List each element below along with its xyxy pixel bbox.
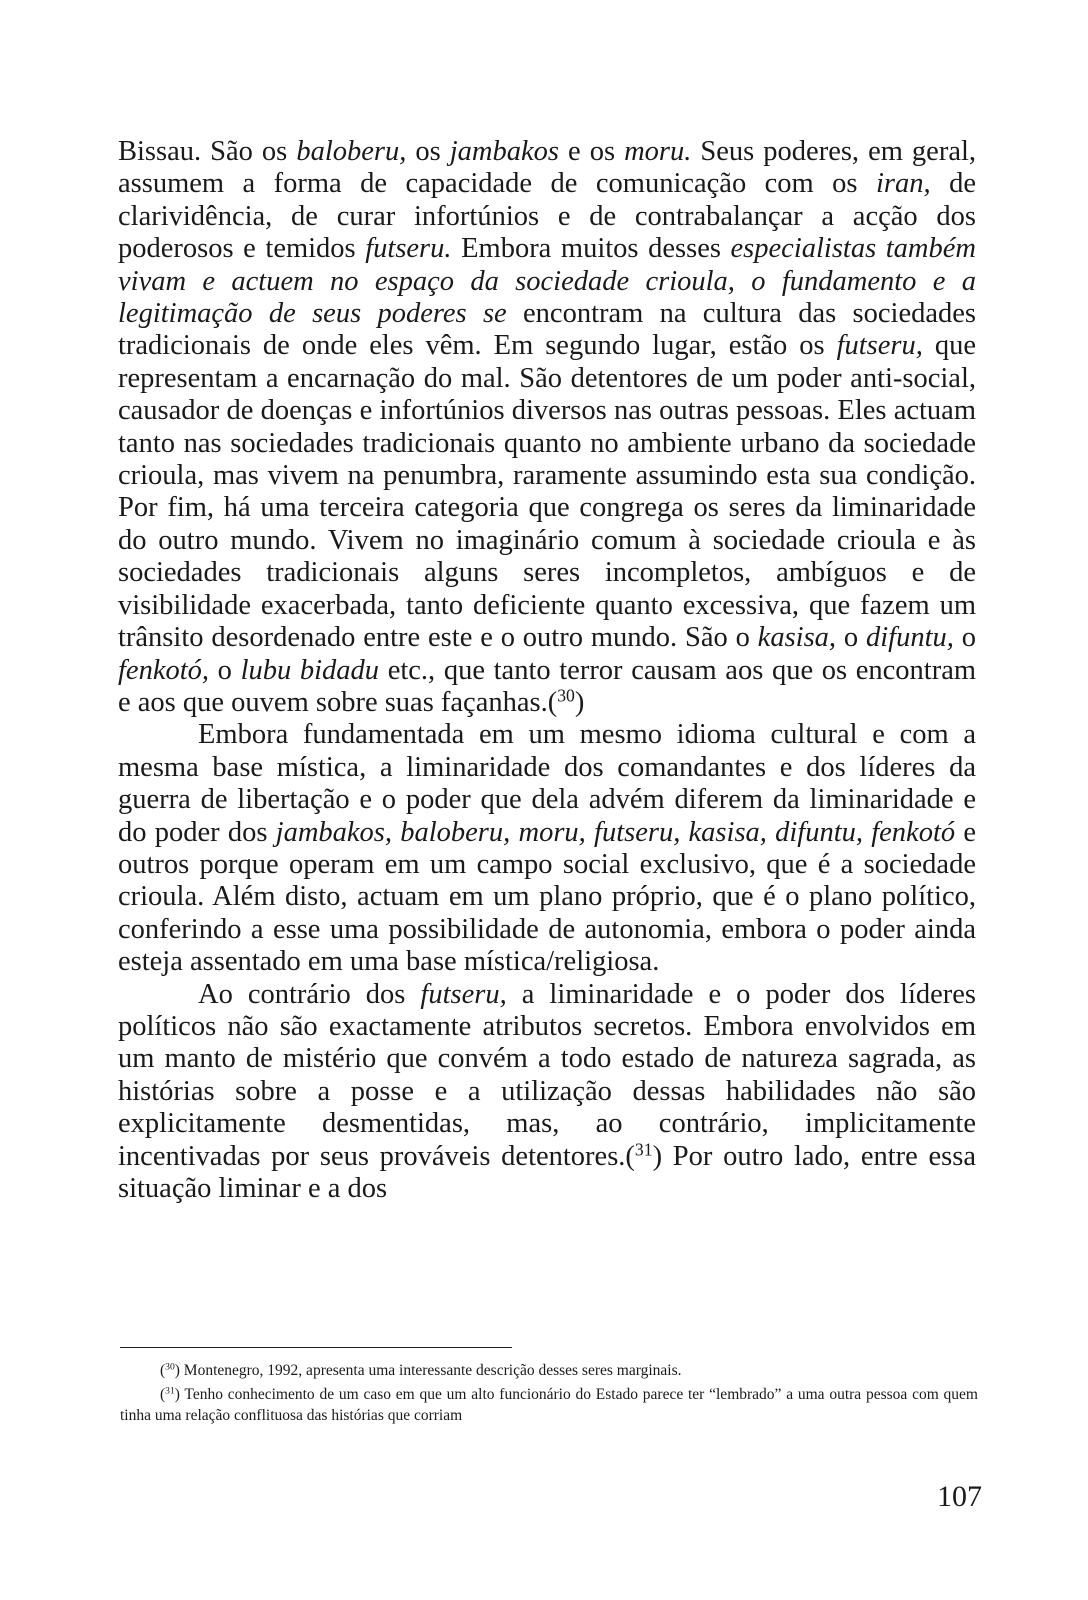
italic-term: baloberu, — [296, 136, 407, 167]
text-run: Embora muitos desses — [451, 233, 731, 265]
footnote — [120, 1384, 978, 1426]
text-run: a liminaridade e o poder dos líderes políticos não são exactamente atributos secretos. Embora envolvidos em um manto de mistério que convém a todo estado de natureza sagrada, as histórias sobre a posse e a utilização dessas habilidades não são explicitamente desmentidas, mas, ao contrário, implicitamente incentivadas por seus prováveis detentores.( — [118, 978, 976, 1172]
italic-term: futseru, — [420, 978, 507, 1010]
text-run: o — [209, 654, 241, 686]
footnote-ref: 31 — [634, 1138, 653, 1159]
footnote-ref: 30 — [165, 1361, 175, 1373]
paragraph — [118, 979, 976, 1206]
text-run: de clarividência, de curar infortúnios e de contrabalançar a acção dos poderosos e temidos — [118, 168, 976, 265]
text-run: o — [953, 622, 977, 654]
body-text — [118, 136, 976, 1205]
italic-term: difuntu, — [866, 622, 954, 654]
text-run: encontram na cultura das sociedades tradicionais de onde eles vêm. Em segundo lugar, estão os — [118, 298, 976, 362]
italic-term: especialistas também vivam e actuem no espaço da sociedade crioula, o fundamento e a legitimação de seus poderes se — [118, 233, 976, 330]
text-run: e os — [559, 136, 625, 167]
footnote-ref: 31 — [165, 1385, 175, 1397]
text-run: e outros porque operam em um campo social exclusivo, que é a sociedade crioula. Além disto, actuam em um plano próprio, que é o plano político, conferindo a esse uma possibilidade de autonomia, embora o poder ainda esteja assentado em uma base mística/religiosa. — [118, 816, 976, 978]
italic-term: lubu bidadu — [240, 654, 380, 686]
text-run: Seus poderes, em geral, assumem a forma de capacidade de comunicação com os — [118, 136, 977, 200]
footnotes — [120, 1360, 978, 1429]
text-run: ) — [574, 686, 585, 718]
text-run: etc., que tanto terror causam aos que os encontram e aos que ouvem sobre suas façanhas.( — [118, 654, 977, 718]
text-run: Bissau. São os — [118, 136, 297, 167]
page-number: 107 — [937, 1480, 982, 1513]
italic-term: jambakos, baloberu, moru, futseru, kasisa, difuntu, fenkotó — [275, 816, 956, 848]
text-run: ) Montenegro, 1992, apresenta uma interessante descrição desses seres marginais. — [174, 1362, 682, 1379]
text-run: ( — [160, 1386, 166, 1403]
italic-term: kasisa, — [757, 622, 837, 654]
italic-term: fenkotó, — [118, 654, 210, 686]
text-run: o — [836, 622, 867, 654]
footnote — [120, 1360, 978, 1381]
text-run: Embora fundamentada em um mesmo idioma cultural e com a mesma base mística, a liminaridade dos comandantes e dos líderes da guerra de libertação e o poder que dela advém diferem da liminaridade e do poder dos — [118, 719, 976, 848]
text-run: que representam a encarnação do mal. São detentores de um poder anti-social, causador de doenças e infortúnios diversos nas outras pessoas. Eles actuam tanto nas sociedades tradicionais quanto no ambiente urbano da sociedade crioula, mas vivem na penumbra, raramente assumindo esta sua condição. Por fim, há uma terceira categoria que congrega os seres da liminaridade do outro mundo. Vivem no imaginário comum à sociedade crioula e às sociedades tradicionais alguns seres incompletos, ambíguos e de visibilidade exacerbada, tanto deficiente quanto excessiva, que fazem um trânsito desordenado entre este e o outro mundo. São o — [118, 330, 977, 654]
paragraph — [118, 719, 976, 978]
italic-term: futseru, — [836, 330, 923, 362]
paragraph — [118, 136, 976, 719]
text-run: os — [406, 136, 450, 167]
text-run: Ao contrário dos — [198, 978, 421, 1010]
italic-term: jambakos — [449, 136, 560, 167]
footnote-divider — [120, 1347, 512, 1348]
italic-term: moru. — [624, 136, 692, 167]
text-run: ) Tenho conhecimento de um caso em que um alto funcionário do Estado parece ter “lembrado” a uma outra pessoa com quem tinha uma relação conflituosa das histórias que corriam — [120, 1386, 978, 1424]
italic-term: futseru. — [365, 233, 452, 265]
text-run: ) Por outro lado, entre essa situação liminar e a dos — [118, 1140, 976, 1204]
footnote-ref: 30 — [557, 685, 575, 706]
text-run: ( — [160, 1362, 166, 1379]
italic-term: iran, — [875, 168, 931, 200]
